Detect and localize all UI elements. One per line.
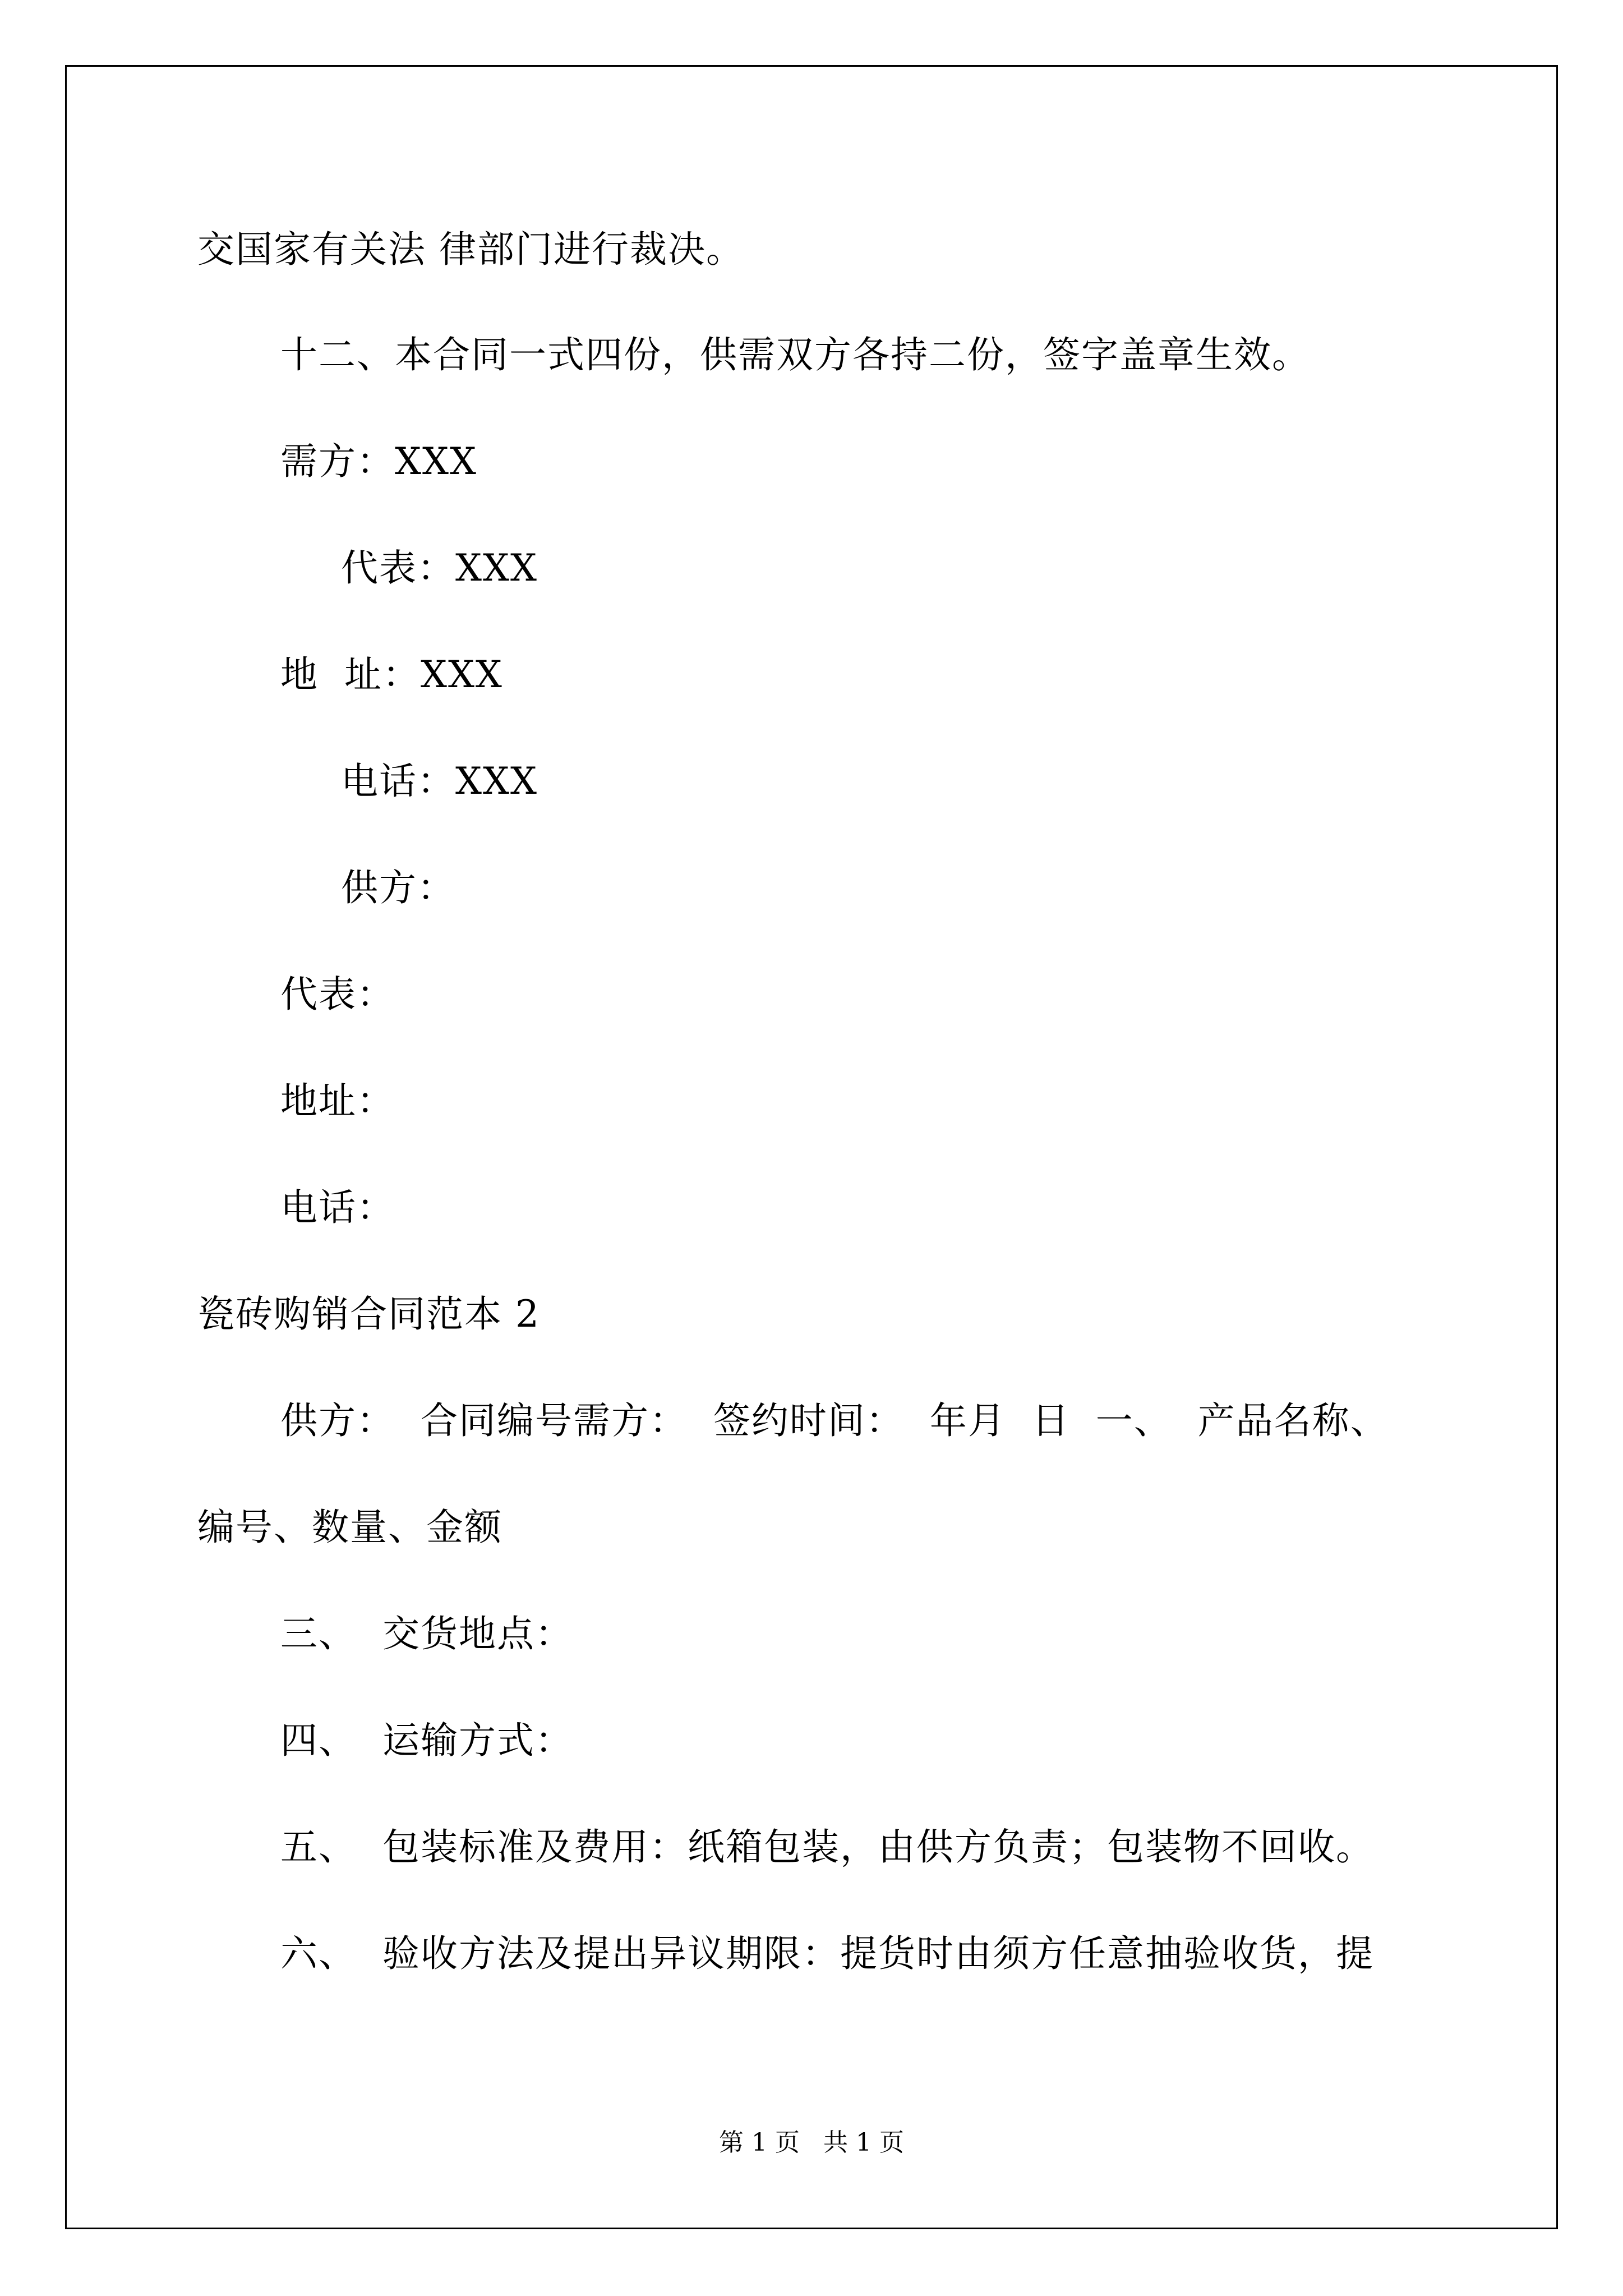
text-line-clause-11-continuation: 交国家有关法 律部门进行裁决。 <box>197 228 744 271</box>
text-line-contract-header: 供方： 合同编号需方： 签约时间： 年月 日 一、 产品名称、 <box>280 1399 1389 1442</box>
text-line-buyer: 需方：XXX <box>280 440 477 483</box>
text-line-buyer-address: 地 址：XXX <box>280 653 503 696</box>
text-line-contract-header-continuation: 编号、数量、金额 <box>197 1506 502 1549</box>
text-line-supplier-address: 地址： <box>280 1079 395 1122</box>
text-line-buyer-phone: 电话：XXX <box>341 760 538 803</box>
text-line-buyer-representative: 代表：XXX <box>341 546 538 590</box>
page-footer: 第 1 页 共 1 页 <box>719 2128 904 2157</box>
text-line-clause-4: 四、 运输方式： <box>280 1719 573 1762</box>
text-line-clause-5: 五、 包装标准及费用：纸箱包装，由供方负责；包装物不回收。 <box>280 1825 1374 1869</box>
text-line-supplier-representative: 代表： <box>280 973 395 1016</box>
text-line-supplier-phone: 电话： <box>280 1186 395 1229</box>
text-line-clause-12: 十二、本合同一式四份，供需双方各持二份，签字盖章生效。 <box>280 333 1310 376</box>
text-line-clause-3: 三、 交货地点： <box>280 1612 573 1655</box>
section-title: 瓷砖购销合同范本 2 <box>197 1292 540 1336</box>
page-border <box>65 65 1558 2229</box>
text-line-supplier: 供方： <box>341 866 455 909</box>
text-line-clause-6: 六、 验收方法及提出异议期限：提货时由须方任意抽验收货，提 <box>280 1932 1374 1975</box>
